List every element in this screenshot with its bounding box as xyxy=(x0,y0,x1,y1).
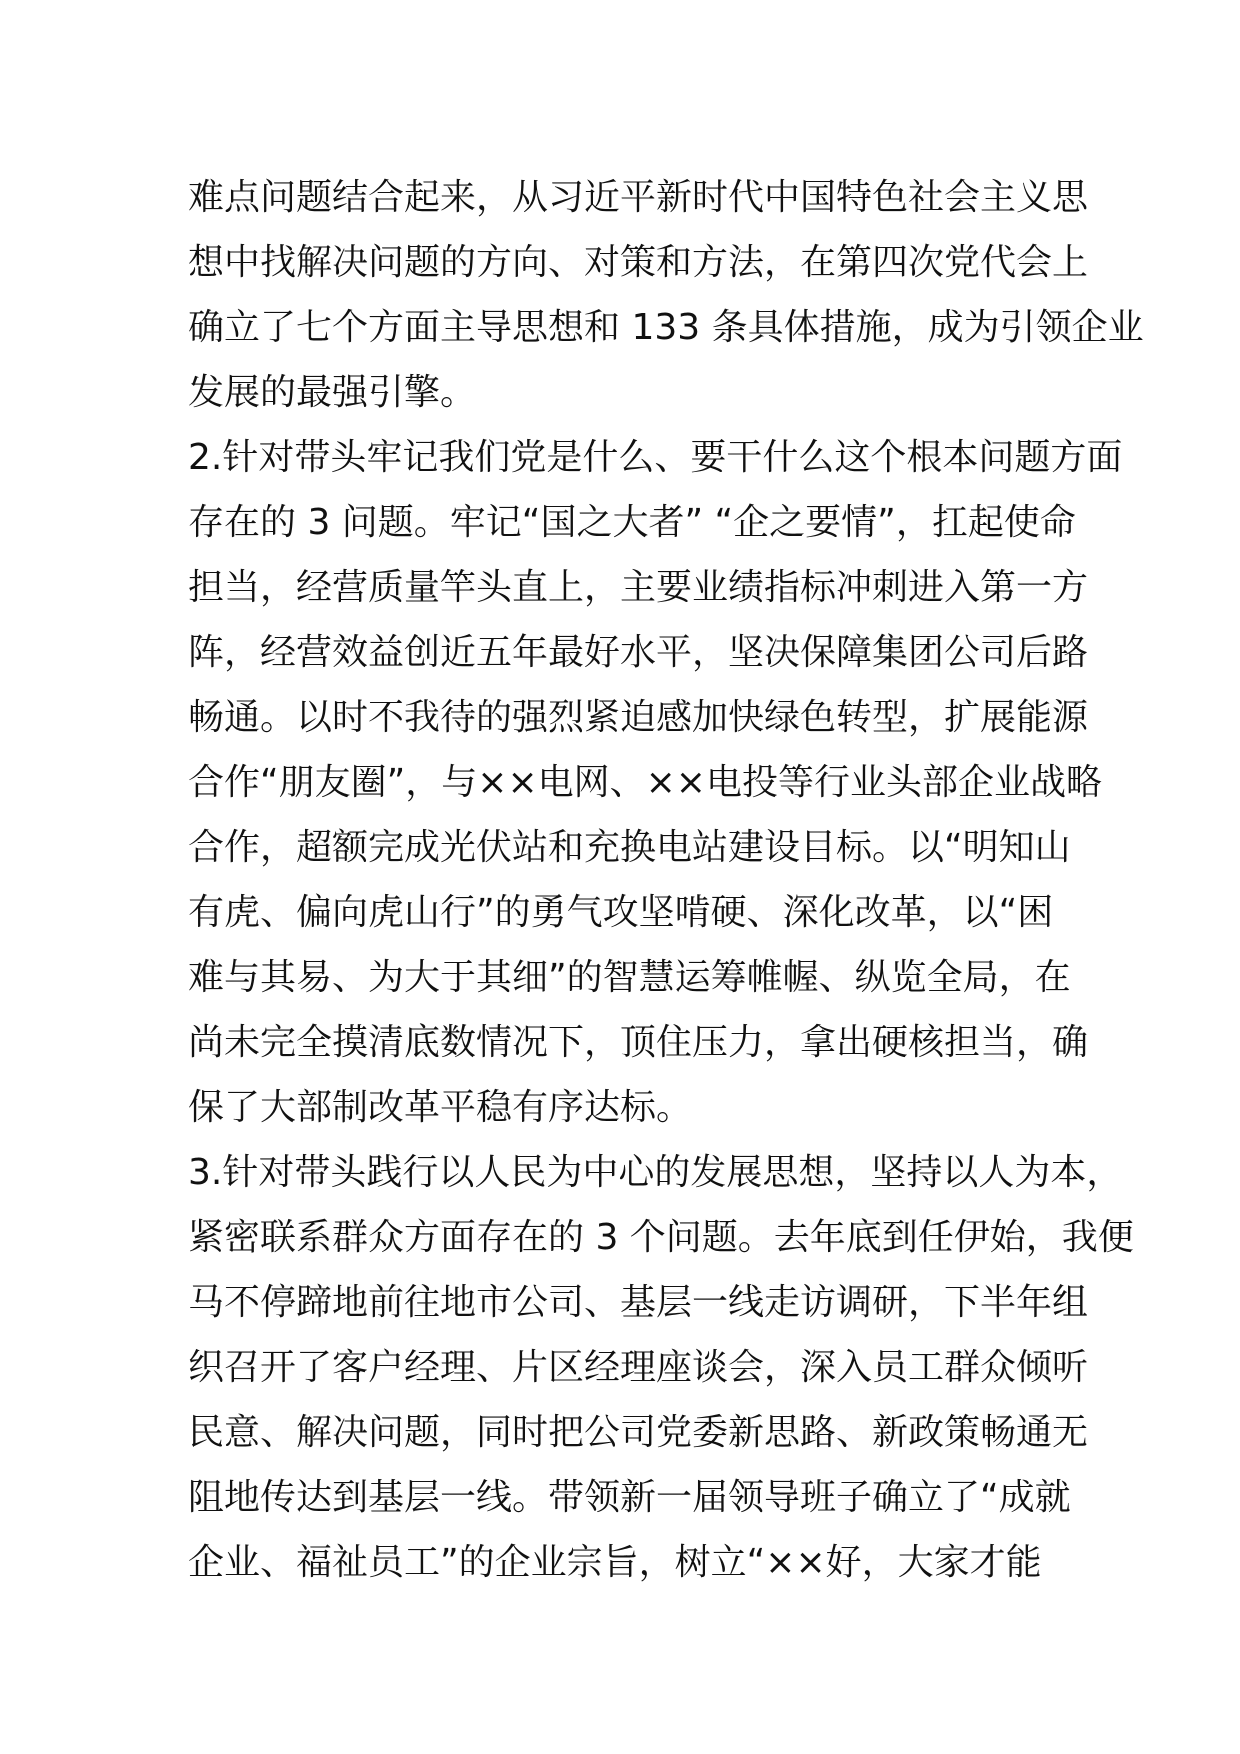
text-line: 3.针对带头践行以人民为中心的发展思想，坚持以人为本， xyxy=(188,1152,1123,1193)
text-line: 确立了七个方面主导思想和 133 条具体措施，成为引领企业 xyxy=(188,307,1144,348)
text-line: 企业、福祉员工”的企业宗旨，树立“××好，大家才能 xyxy=(188,1542,1042,1583)
text-line: 有虎、偏向虎山行”的勇气攻坚啃硬、深化改革，以“困 xyxy=(188,892,1054,933)
text-line: 合作“朋友圈”，与××电网、××电投等行业头部企业战略 xyxy=(188,762,1102,803)
text-line: 阻地传达到基层一线。带领新一届领导班子确立了“成就 xyxy=(188,1477,1071,1518)
text-line: 马不停蹄地前往地市公司、基层一线走访调研，下半年组 xyxy=(188,1282,1089,1323)
text-line: 想中找解决问题的方向、对策和方法，在第四次党代会上 xyxy=(188,242,1089,283)
text-line: 担当，经营质量竿头直上，主要业绩指标冲刺进入第一方 xyxy=(188,567,1089,608)
text-line: 2.针对带头牢记我们党是什么、要干什么这个根本问题方面 xyxy=(188,437,1123,478)
text-line: 阵，经营效益创近五年最好水平，坚决保障集团公司后路 xyxy=(188,632,1089,673)
text-line: 畅通。以时不我待的强烈紧迫感加快绿色转型，扩展能源 xyxy=(188,697,1089,738)
text-line: 难与其易、为大于其细”的智慧运筹帷幄、纵览全局，在 xyxy=(188,957,1071,998)
text-line: 织召开了客户经理、片区经理座谈会，深入员工群众倾听 xyxy=(188,1347,1089,1388)
text-line: 民意、解决问题，同时把公司党委新思路、新政策畅通无 xyxy=(188,1412,1089,1453)
text-line: 合作，超额完成光伏站和充换电站建设目标。以“明知山 xyxy=(188,827,1071,868)
text-line: 存在的 3 问题。牢记“国之大者” “企之要情”，扛起使命 xyxy=(188,502,1076,543)
text-line: 发展的最强引擎。 xyxy=(188,372,477,413)
body-text xyxy=(188,165,1144,1595)
text-line: 保了大部制改革平稳有序达标。 xyxy=(188,1087,693,1128)
text-line: 尚未完全摸清底数情况下，顶住压力，拿出硬核担当，确 xyxy=(188,1022,1089,1063)
text-line: 难点问题结合起来，从习近平新时代中国特色社会主义思 xyxy=(188,177,1089,218)
text-line: 紧密联系群众方面存在的 3 个问题。去年底到任伊始，我便 xyxy=(188,1217,1134,1258)
